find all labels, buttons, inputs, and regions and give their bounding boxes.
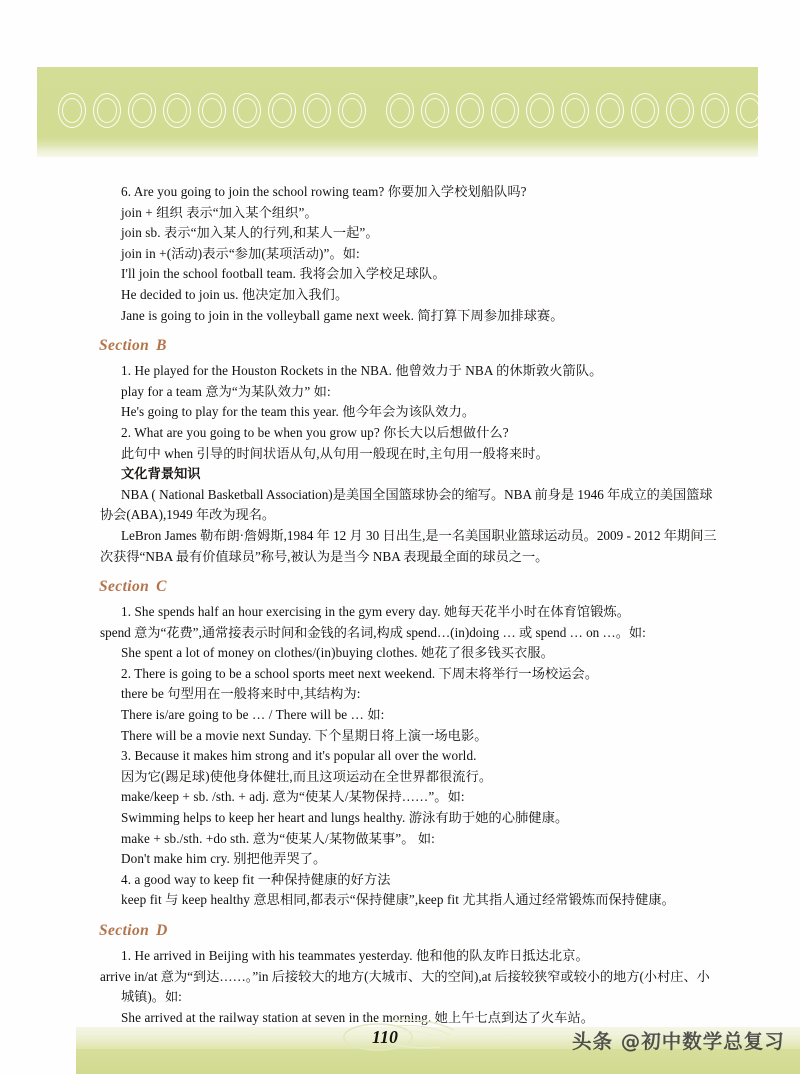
body-paragraph: NBA ( National Basketball Association)是美国全国篮球协会的缩写。NBA 前身是 1946 年成立的美国篮球协会(ABA),1949 年改为现名。	[100, 486, 713, 523]
body-line: 6. Are you going to join the school rowing team? 你要加入学校划船队吗?	[121, 184, 527, 199]
section-heading-word: Section	[99, 578, 150, 596]
section-heading-b	[99, 337, 720, 355]
circle-icon	[302, 92, 332, 128]
section-heading-word: Section	[99, 922, 150, 939]
section-heading-c	[99, 578, 720, 596]
body-line: He decided to join us. 他决定加入我们。	[121, 286, 349, 302]
circle-icon	[525, 92, 555, 128]
body-paragraph: spend 意为“花费”,通常接表示时间和金钱的名词,构成 spend…(in)doing … 或 spend … on …。如:	[100, 624, 646, 640]
body-line: I'll join the school football team. 我将会加入学校足球队。	[121, 266, 446, 282]
page-number: 110	[372, 1027, 399, 1047]
body-line: make + sb./sth. +do sth. 意为“使某人/某物做某事”。 如:	[121, 830, 435, 846]
circle-icon	[420, 92, 450, 128]
body-paragraph: arrive in/at 意为“到达……。”in 后接较大的地方(大城市、大的空间),at 后接较狭窄或较小的地方(小村庄、小城镇)。如:	[100, 968, 710, 1005]
section-heading-word: Section	[99, 337, 150, 355]
body-line: 此句中 when 引导的时间状语从句,从句用一般现在时,主句用一般将来时。	[121, 445, 549, 461]
intro-block	[100, 182, 720, 326]
circle-icon	[385, 92, 415, 128]
body-line: join in +(活动)表示“参加(某项活动)”。如:	[121, 245, 360, 261]
circle-icon	[127, 92, 157, 128]
circle-icon	[490, 92, 520, 128]
circle-icon	[232, 92, 262, 128]
body-line: Swimming helps to keep her heart and lungs healthy. 游泳有助于她的心肺健康。	[121, 810, 569, 826]
body-line: He's going to play for the team this year. 他今年会为该队效力。	[121, 404, 476, 420]
body-line: join + 组织 表示“加入某个组织”。	[121, 204, 318, 220]
body-line-subheading: 文化背景知识	[121, 466, 201, 482]
circle-icon	[455, 92, 485, 128]
circle-icon	[92, 92, 122, 128]
circle-icon	[665, 92, 695, 128]
body-line: 2. There is going to be a school sports meet next weekend. 下周末将举行一场校运会。	[121, 665, 599, 681]
circle-icon	[700, 92, 730, 128]
circle-icon	[197, 92, 227, 128]
circle-icon	[267, 92, 297, 128]
circle-icon	[595, 92, 625, 128]
header-decorative-band	[37, 67, 758, 157]
body-line: Jane is going to join in the volleyball game next week. 简打算下周参加排球赛。	[121, 307, 564, 323]
body-line: join sb. 表示“加入某人的行列,和某人一起”。	[121, 225, 379, 241]
body-line: She arrived at the railway station at seven in the morning. 她上午七点到达了火车站。	[121, 1009, 595, 1025]
body-line: Don't make him cry. 别把他弄哭了。	[121, 851, 327, 867]
body-line: play for a team 意为“为某队效力” 如:	[121, 383, 331, 399]
section-heading-letter: B	[156, 337, 167, 355]
circle-icon	[560, 92, 590, 128]
section-b-block	[100, 361, 720, 567]
body-line: 因为它(踢足球)使他身体健壮,而且这项运动在全世界都很流行。	[121, 768, 493, 784]
circle-icon	[735, 92, 758, 128]
body-line: 3. Because it makes him strong and it's popular all over the world.	[121, 748, 477, 764]
section-c-block	[100, 602, 720, 911]
body-line: 4. a good way to keep fit 一种保持健康的好方法	[121, 871, 391, 887]
body-paragraph: LeBron James 勒布朗·詹姆斯,1984 年 12 月 30 日出生,是一名美国职业篮球运动员。2009 - 2012 年期间三次获得“NBA 最有价值球员”称号,被认为是当今 NBA 表现最全面的球员之一。	[100, 527, 717, 564]
body-line: There will be a movie next Sunday. 下个星期日将上演一场电影。	[121, 727, 488, 743]
section-heading-letter: C	[156, 578, 167, 596]
circle-icon	[337, 92, 367, 128]
section-d-block	[100, 946, 720, 1028]
circle-icon	[630, 92, 660, 128]
page-body	[100, 182, 720, 1028]
section-heading-d	[99, 922, 720, 940]
body-line: 1. She spends half an hour exercising in the gym every day. 她每天花半小时在体育馆锻炼。	[121, 604, 631, 620]
watermark-text: 头条 @初中数学总复习	[572, 1030, 785, 1053]
body-line: 2. What are you going to be when you grow up? 你长大以后想做什么?	[121, 424, 509, 440]
body-line: There is/are going to be … / There will be … 如:	[121, 707, 385, 723]
circle-icon	[162, 92, 192, 128]
body-line: 1. He arrived in Beijing with his teammates yesterday. 他和他的队友昨日抵达北京。	[121, 948, 589, 963]
body-line: keep fit 与 keep healthy 意思相同,都表示“保持健康”,keep fit 尤其指人通过经常锻炼而保持健康。	[121, 892, 675, 908]
body-line: make/keep + sb. /sth. + adj. 意为“使某人/某物保持……”。如:	[121, 789, 465, 805]
body-line: there be 句型用在一般将来时中,其结构为:	[121, 686, 361, 702]
body-line: She spent a lot of money on clothes/(in)buying clothes. 她花了很多钱买衣服。	[121, 645, 554, 661]
section-heading-letter: D	[156, 922, 168, 939]
circle-icon	[57, 92, 87, 128]
header-circle-row	[57, 88, 747, 132]
body-line: 1. He played for the Houston Rockets in the NBA. 他曾效力于 NBA 的休斯敦火箭队。	[121, 363, 603, 379]
